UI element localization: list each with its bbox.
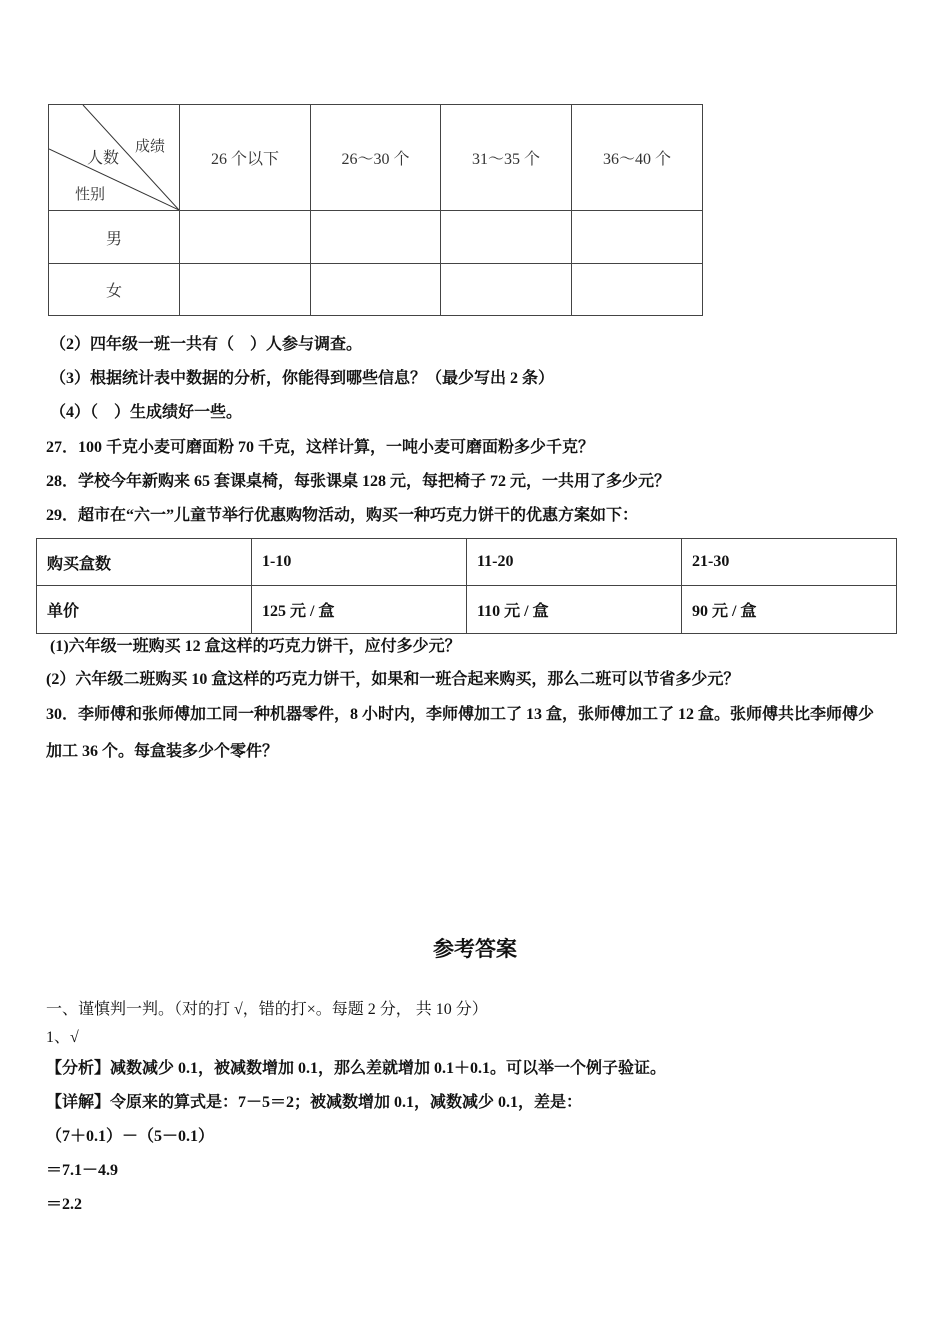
detail: 【详解】令原来的算式是：7－5＝2；被减数增加 0.1，减数减少 0.1，差是： <box>46 1094 583 1111</box>
answers-title: 参考答案 <box>433 937 517 961</box>
table-cell: 购买盒数 <box>37 539 252 586</box>
corner-label-score: 成绩 <box>135 139 166 155</box>
corner-label-count: 人数 <box>87 150 120 167</box>
header-cell: 31～35 个 <box>441 105 572 211</box>
question-27: 27．100 千克小麦可磨面粉 70 千克，这样计算，一吨小麦可磨面粉多少千克？ <box>46 439 595 456</box>
table-cell: 1-10 <box>252 539 467 586</box>
section-heading: 一、谨慎判一判。（对的打 √，错的打×。每题 2 分， 共 10 分） <box>46 1001 488 1018</box>
table-cell: 11-20 <box>467 539 682 586</box>
question-30-line2: 加工 36 个。每盒装多少个零件？ <box>46 743 279 760</box>
q29-part1: (1)六年级一班购买 12 盒这样的巧克力饼干，应付多少元？ <box>50 638 461 655</box>
corner-label-gender: 性别 <box>75 187 106 203</box>
question-30-line1: 30．李师傅和张师傅加工同一种机器零件，8 小时内，李师傅加工了 13 盒，张师傅加工了 12 盒。张师傅共比李师傅少 <box>46 706 875 723</box>
answer-1: 1、√ <box>46 1029 79 1046</box>
calc-step-3: ＝2.2 <box>46 1196 83 1213</box>
table-cell: 110 元 / 盒 <box>467 586 682 634</box>
q26-part3: （3）根据统计表中数据的分析，你能得到哪些信息？（最少写出 2 条） <box>50 370 555 387</box>
q26-part2: （2）四年级一班一共有（ ）人参与调查。 <box>50 336 363 353</box>
table-cell: 单价 <box>37 586 252 634</box>
diagonal-header-cell <box>49 105 180 211</box>
question-28: 28．学校今年新购来 65 套课桌椅，每张课桌 128 元，每把椅子 72 元，一共用了多少元？ <box>46 473 671 490</box>
calc-step-2: ＝7.1－4.9 <box>46 1162 119 1179</box>
q29-part2: (2）六年级二班购买 10 盒这样的巧克力饼干，如果和一班合起来购买，那么二班可以节省多少元？ <box>46 671 740 688</box>
calc-step-1: （7＋0.1）－（5－0.1） <box>46 1128 215 1145</box>
header-cell: 36～40 个 <box>572 105 703 211</box>
table-row <box>49 211 703 264</box>
table-cell: 90 元 / 盒 <box>682 586 897 634</box>
table-row <box>37 539 897 586</box>
table-cell: 125 元 / 盒 <box>252 586 467 634</box>
price-table <box>36 538 897 634</box>
score-table <box>48 104 703 316</box>
q26-part4: （4）（ ）生成绩好一些。 <box>50 404 243 421</box>
header-cell: 26 个以下 <box>180 105 311 211</box>
table-cell: 21-30 <box>682 539 897 586</box>
analysis: 【分析】减数减少 0.1，被减数增加 0.1，那么差就增加 0.1＋0.1。可以举一个例子验证。 <box>46 1060 667 1077</box>
table-row <box>49 264 703 316</box>
row-label: 女 <box>49 264 180 316</box>
header-cell: 26～30 个 <box>311 105 441 211</box>
row-label: 男 <box>49 211 180 264</box>
table-row <box>37 586 897 634</box>
question-29: 29．超市在“六一”儿童节举行优惠购物活动，购买一种巧克力饼干的优惠方案如下： <box>46 507 639 524</box>
